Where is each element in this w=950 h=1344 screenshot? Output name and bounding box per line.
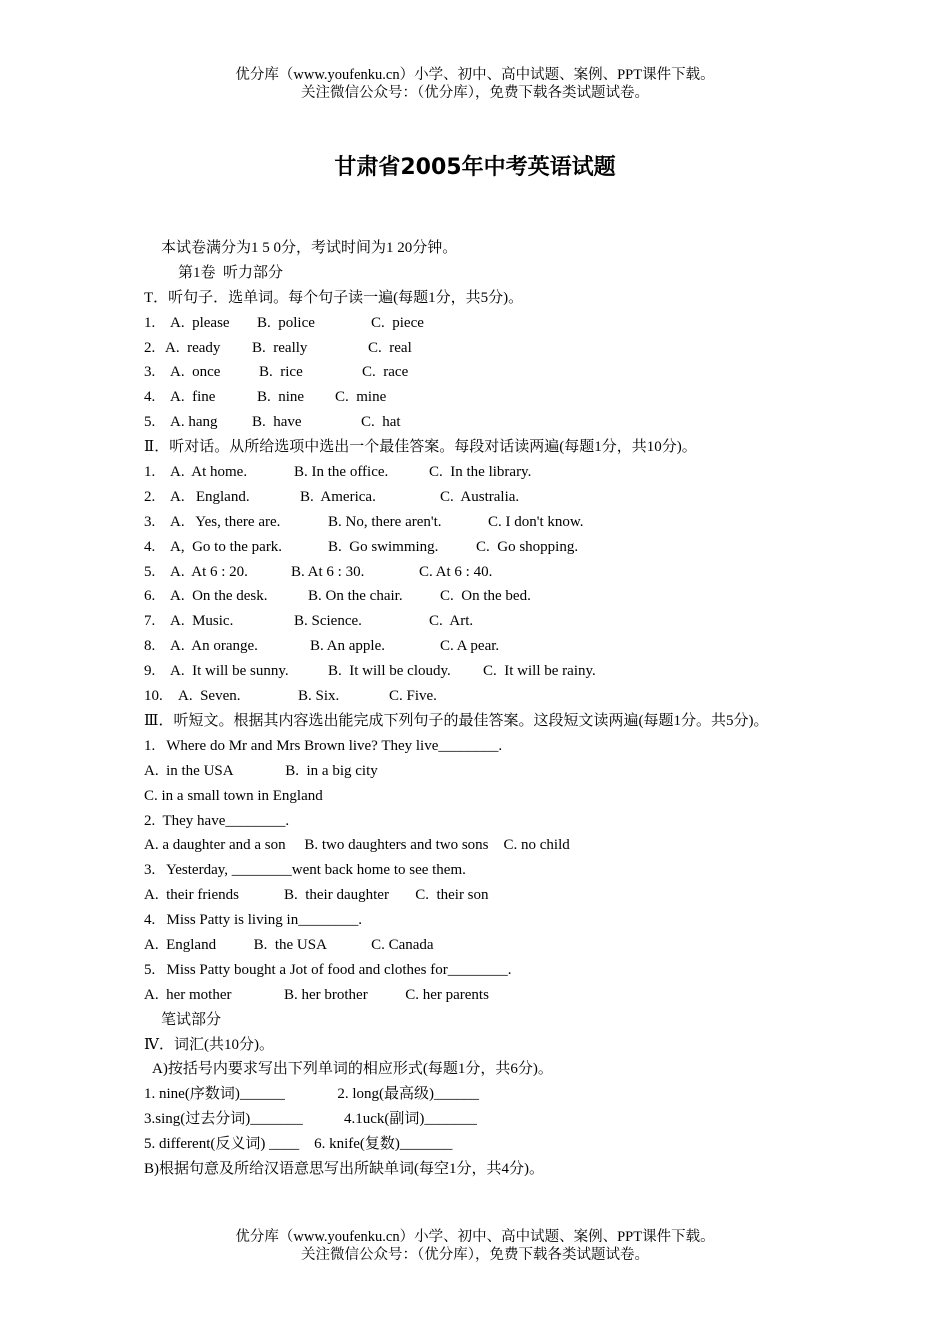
section3-items — [144, 734, 814, 1008]
list-item: A. a daughter and a son B. two daughters and two sons C. no child — [144, 837, 570, 854]
list-item: 1. nine(序数词)______ 2. long(最高级)______ — [144, 1086, 479, 1103]
list-item: 2. A. England. B. America. C. Australia. — [144, 488, 520, 505]
list-item: 3. A. Yes, there are. B. No, there aren't. C. I don't know. — [144, 513, 584, 530]
section1-items — [144, 311, 814, 435]
list-item: 3. Yesterday, ________went back home to see them. — [144, 862, 466, 879]
document-body — [144, 236, 814, 1182]
footer-line-1: 优分库（www.youfenku.cn）小学、初中、高中试题、案例、PPT课件下载。 — [235, 1229, 715, 1245]
section3-heading: Ⅲ．听短文。根据其内容选出能完成下列句子的最佳答案。这段短文读两遍(每题1分。共5分)。 — [144, 712, 769, 729]
list-item: A. England B. the USA C. Canada — [144, 936, 434, 953]
list-item: 5. A. hang B. have C. hat — [144, 414, 401, 431]
list-item: 2. They have________. — [144, 812, 290, 829]
section2-heading: Ⅱ．听对话。从所给选项中选出一个最佳答案。每段对话读两遍(每题1分，共10分)。 — [144, 439, 697, 456]
list-item: 3.sing(过去分词)_______ 4.1uck(副词)_______ — [144, 1111, 477, 1128]
document-title: 甘肃省2005年中考英语试题 — [334, 155, 616, 180]
section4-heading: Ⅳ．词汇(共10分)。 — [144, 1036, 274, 1053]
list-item: 3. A. once B. rice C. race — [144, 364, 409, 381]
list-item: 1. A. At home. B. In the office. C. In the library. — [144, 464, 532, 481]
header-line-1: 优分库（www.youfenku.cn）小学、初中、高中试题、案例、PPT课件下载。 — [235, 67, 715, 83]
list-item: 2. A. ready B. really C. real — [144, 339, 412, 356]
header-line-2: 关注微信公众号：（优分库），免费下载各类试题试卷。 — [301, 85, 649, 101]
list-item: 1. Where do Mr and Mrs Brown live? They live________. — [144, 737, 503, 754]
page-footer — [0, 1228, 950, 1264]
list-item: A. their friends B. their daughter C. their son — [144, 887, 489, 904]
list-item: 6. A. On the desk. B. On the chair. C. On the bed. — [144, 588, 531, 605]
section4-sub-b: B)根据句意及所给汉语意思写出所缺单词(每空1分，共4分)。 — [144, 1160, 544, 1177]
list-item: 5. A. At 6 : 20. B. At 6 : 30. C. At 6 : 40. — [144, 563, 493, 580]
part1-heading: 第1卷 听力部分 — [178, 264, 284, 281]
list-item: 4. A. fine B. nine C. mine — [144, 389, 387, 406]
list-item: 1. A. please B. police C. piece — [144, 314, 424, 331]
section2-items — [144, 460, 814, 709]
part2-heading: 笔试部分 — [161, 1011, 222, 1028]
list-item: 10. A. Seven. B. Six. C. Five. — [144, 688, 437, 705]
section4-sub-a: A)按括号内要求写出下列单词的相应形式(每题1分，共6分)。 — [152, 1061, 553, 1078]
list-item: C. in a small town in England — [144, 787, 323, 804]
list-item: 7. A. Music. B. Science. C. Art. — [144, 613, 474, 630]
list-item: 4. A, Go to the park. B. Go swimming. C. Go shopping. — [144, 538, 579, 555]
page-header — [0, 66, 950, 102]
list-item: A. her mother B. her brother C. her parents — [144, 986, 489, 1003]
list-item: 4. Miss Patty is living in________. — [144, 912, 362, 929]
list-item: 5. Miss Patty bought a Jot of food and clothes for________. — [144, 961, 512, 978]
list-item: 9. A. It will be sunny. B. It will be cloudy. C. It will be rainy. — [144, 663, 596, 680]
section1-heading: T．听句子．选单词。每个句子读一遍(每题1分，共5分)。 — [144, 289, 524, 306]
list-item: 5. different(反义词) ____ 6. knife(复数)_______ — [144, 1136, 453, 1153]
intro-text: 本试卷满分为1 5 0分，考试时间为1 20分钟。 — [161, 240, 458, 256]
list-item: 8. A. An orange. B. An apple. C. A pear. — [144, 638, 500, 655]
footer-line-2: 关注微信公众号：（优分库），免费下载各类试题试卷。 — [301, 1247, 649, 1263]
list-item: A. in the USA B. in a big city — [144, 762, 378, 779]
